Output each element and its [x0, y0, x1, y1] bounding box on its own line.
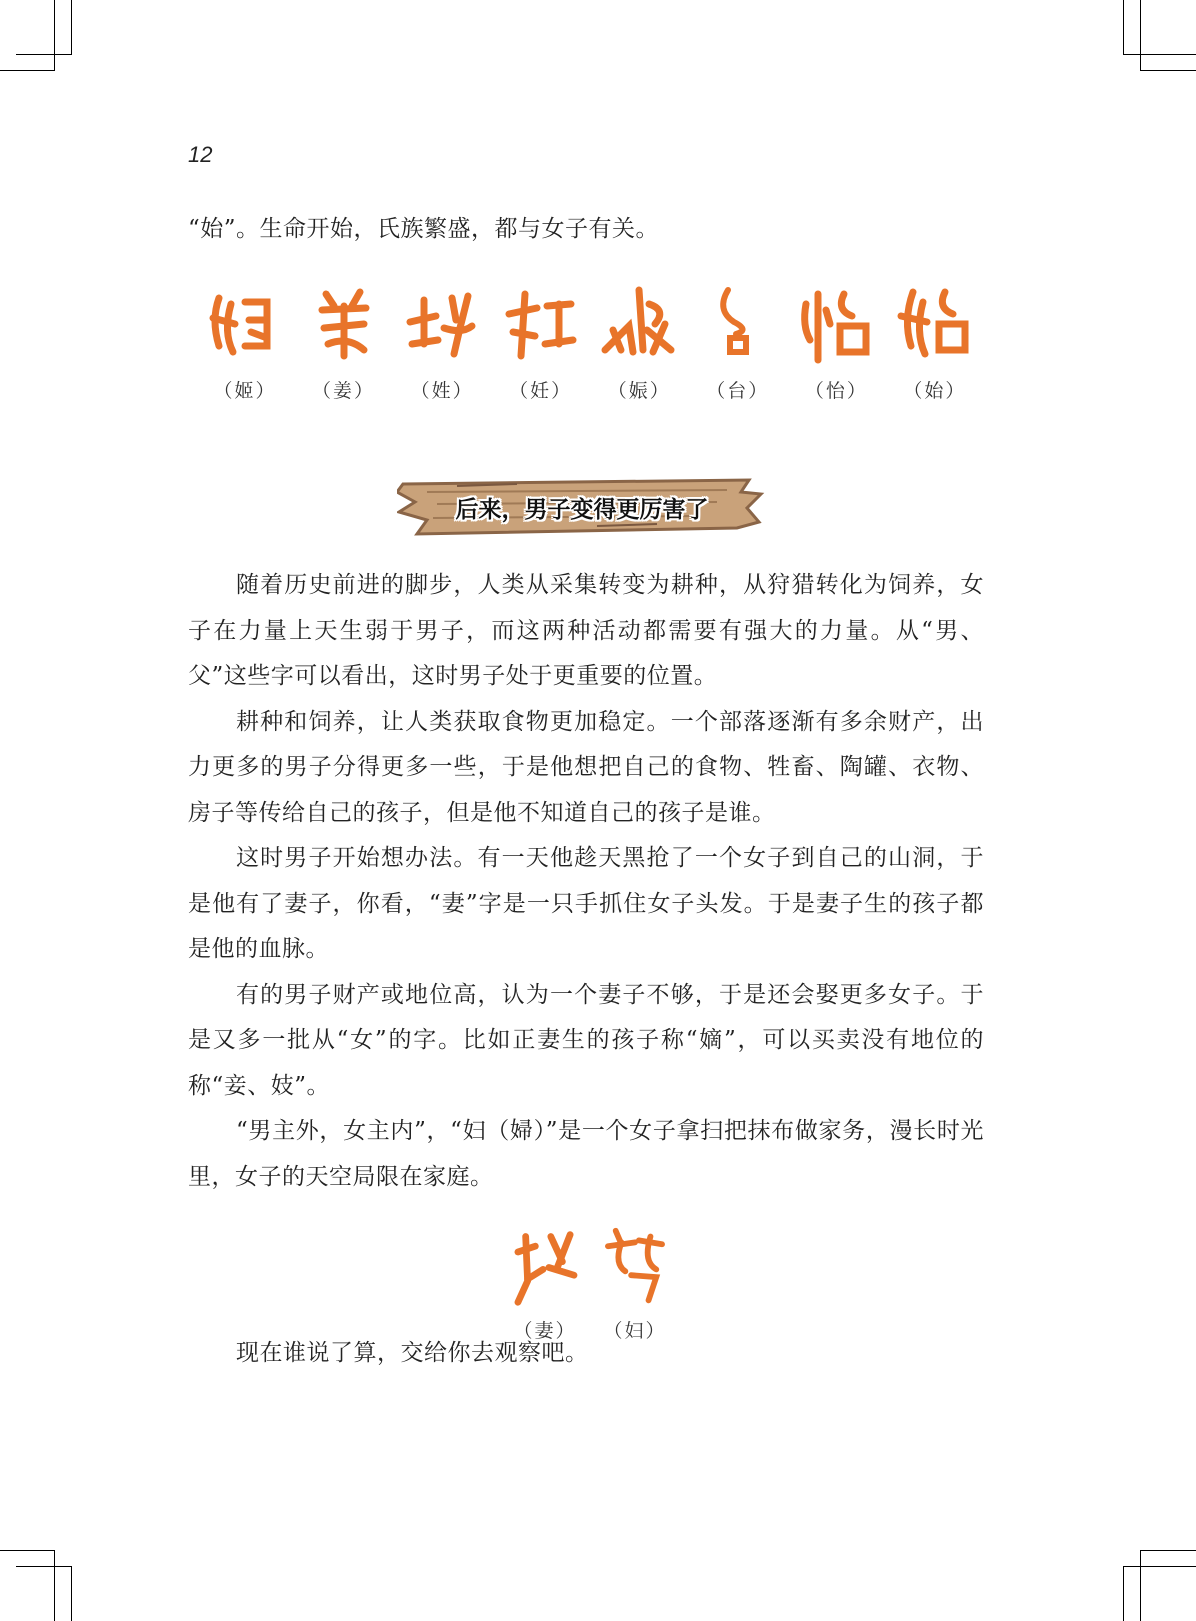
oracle-glyph-xing-icon	[402, 280, 482, 370]
glyph-item-shi: （始）	[890, 280, 980, 405]
oracle-glyph-tai-icon	[698, 280, 778, 370]
paragraph: 耕种和饲养，让人类获取食物更加稳定。一个部落逐渐有多余财产，出力更多的男子分得更多一些，于是他想把自己的食物、牲畜、陶罐、衣物、房子等传给自己的孩子，但是他不知道自己的孩子是谁。	[188, 708, 984, 826]
paragraph: 有的男子财产或地位高，认为一个妻子不够，于是还会娶更多女子。于是又多一批从“女”的字。比如正妻生的孩子称“嫡”，可以买卖没有地位的称“妾、妓”。	[188, 981, 984, 1099]
glyph-item-shen: （娠）	[594, 280, 684, 405]
closing-line: 现在谁说了算，交给你去观察吧。	[236, 1340, 589, 1366]
glyph-item-jiang: （姜）	[299, 280, 389, 405]
glyph-item-fu: （妇）	[590, 1223, 680, 1343]
glyph-item-tai: （台）	[693, 280, 783, 405]
section-title-banner	[397, 478, 767, 536]
glyph-item-qi: （妻）	[500, 1223, 590, 1343]
body-text	[188, 563, 984, 1200]
glyph-row-women-characters	[200, 280, 980, 405]
oracle-glyph-jiang-icon	[304, 280, 384, 370]
section-title: 后来，男子变得更厉害了	[455, 496, 709, 523]
oracle-glyph-qi-icon	[505, 1223, 585, 1310]
oracle-glyph-yi-icon	[796, 280, 876, 370]
paragraph: 随着历史前进的脚步，人类从采集转变为耕种，从狩猎转化为饲养，女子在力量上天生弱于男子，而这两种活动都需要有强大的力量。从“男、父”这些字可以看出，这时男子处于更重要的位置。	[188, 572, 984, 689]
glyph-item-ren: （妊）	[496, 280, 586, 405]
paragraph: “男主外，女主内”，“妇（婦）”是一个女子拿扫把抹布做家务，漫长时光里，女子的天空局限在家庭。	[188, 1118, 984, 1190]
oracle-glyph-shi-icon	[895, 280, 975, 370]
glyph-item-yi: （怡）	[791, 280, 881, 405]
glyph-item-xing: （姓）	[397, 280, 487, 405]
oracle-glyph-ji-icon	[205, 280, 285, 370]
closing-text	[188, 1331, 984, 1377]
oracle-glyph-fu-icon	[595, 1223, 675, 1310]
paragraph: 这时男子开始想办法。有一天他趁天黑抢了一个女子到自己的山洞，于是他有了妻子，你看，“妻”字是一只手抓住女子头发。于是妻子生的孩子都是他的血脉。	[188, 845, 984, 962]
oracle-glyph-shen-icon	[599, 280, 679, 370]
page-number: 12	[188, 142, 213, 167]
glyph-item-ji: （姬）	[200, 280, 290, 405]
intro-line: “始”。生命开始，氏族繁盛，都与女子有关。	[188, 216, 660, 242]
oracle-glyph-ren-icon	[501, 280, 581, 370]
glyph-row-wife-woman	[500, 1223, 680, 1343]
